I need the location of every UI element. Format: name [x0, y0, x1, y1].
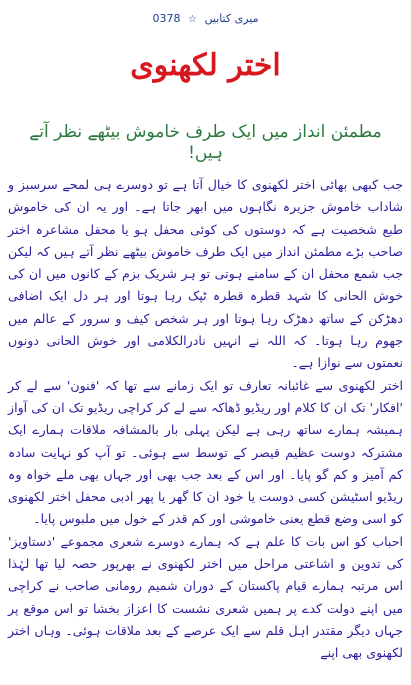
star-icon: ☆: [187, 14, 197, 25]
paragraph: اختر لکھنوی سے غائبانہ تعارف تو ایک زمانے سے تھا کہ 'فنون' سے لے کر 'افکار' تک ان کا کلام اور ریڈیو ڈھاکہ سے لے کر کراچی ریڈیو تک ان کی آواز ہمیشہ ہمارے ساتھ رہی ہے لیکن پہلی بار بالمشافہ ملاقات ہمارے ایک مشترکہ دوست عظیم قیصر کے توسط سے ہوئی۔ تو آپ کو نہایت سادہ کم آمیز و کم گو پایا۔ اور اس کے بعد جب بھی اور جہاں بھی ملے خواہ وہ ریڈیو اسٹیشن کسی دوست یا خود ان کا گھر یا پھر ادبی محفل اختر لکھنوی کو اسی وضع قطع یعنی خاموشی اور کم قدر کے خول میں ملبوس پایا۔: [8, 377, 403, 527]
page-title: اختر لکھنوی: [130, 48, 281, 83]
page-number: 0378: [152, 12, 181, 25]
page-subtitle: مطمئن انداز میں ایک طرف خاموش بیٹھے نظر آتے ہیں!: [29, 122, 382, 163]
article-body: [8, 174, 403, 665]
series-label: میری کتابیں: [204, 12, 259, 25]
paragraph: احباب کو اس بات کا علم ہے کہ ہمارے دوسرے شعری مجموعے 'دستاویز' کی تدوین و اشاعتی مراحل میں اختر لکھنوی نے بھرپور حصہ لیا تھا لہٰذا اس مرتبہ ہمارے قیام پاکستان کے دوران شمیم رومانی صاحب نے کراچی میں اپنے دولت کدے پر ہمیں شعری نشست کا اعزاز بخشا تو اس موقع پر جہاں دیگر مقتدر اہل قلم سے ایک عرصے کے بعد ملاقات ہوئی۔ وہاں اختر لکھنوی بھی اپنے: [8, 533, 403, 661]
page-header: [0, 12, 411, 25]
paragraph: جب کبھی بھائی اختر لکھنوی کا خیال آتا ہے تو دوسرے ہی لمحے سرسبز و شاداب خاموش جزیرہ نگاہوں میں ابھر جاتا ہے۔ اور یہ ان کی خاموش طبع شخصیت ہے کہ دوستوں کی کوئی محفل ہو یا محفل مشاعرہ اختر صاحب بڑے مطمئن انداز میں ایک طرف خاموش بیٹھے نظر آتے ہیں کہ لیکن جب شمع محفل ان کے سامنے ہوتی تو ہر شریک بزم کے کانوں میں ان کی خوش الحانی کا شہد قطرہ قطرہ ٹپک رہا ہوتا اور ہر دل ایک اضافی دھڑکن کے ساتھ دھڑک رہا ہوتا اور ہر شخص کیف و سرور کے عالم میں جھوم رہا ہوتا۔ کہ اللہ نے انہیں نادرالکلامی اور خوش الحانی دونوں نعمتوں سے نوازا ہے۔: [8, 177, 403, 371]
